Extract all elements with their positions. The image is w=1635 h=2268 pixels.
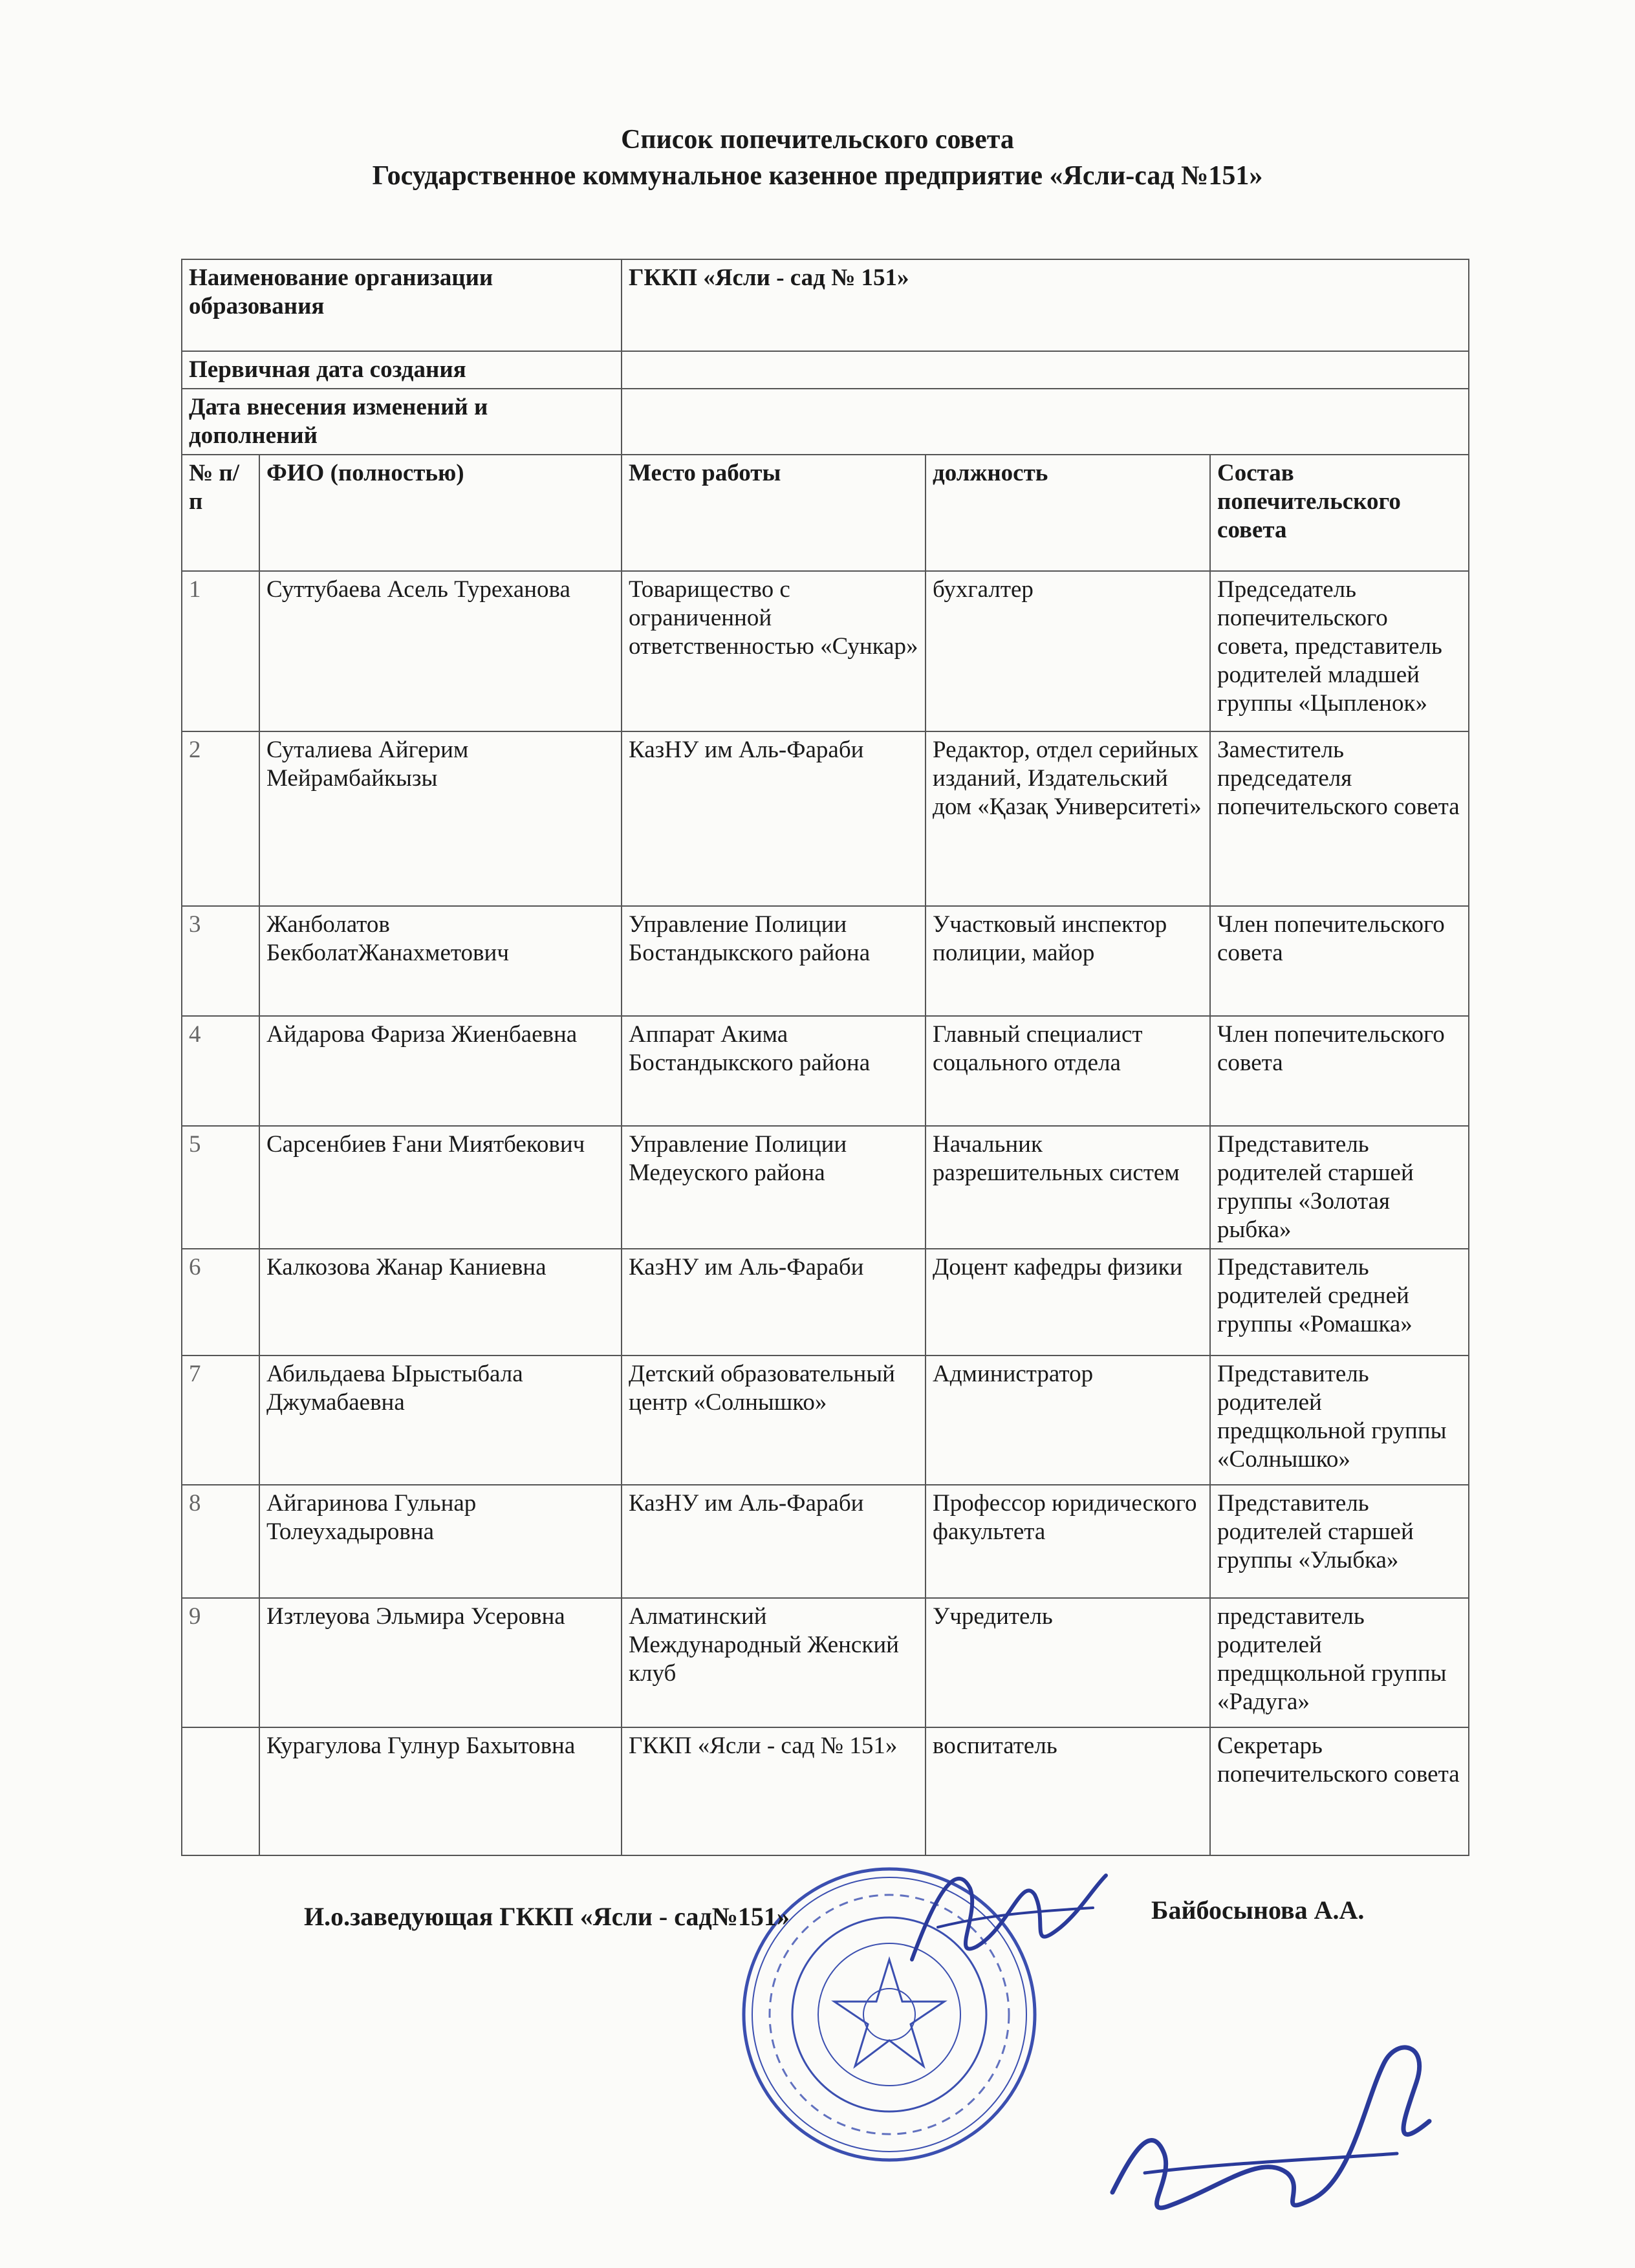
- table-row: [182, 1126, 1469, 1249]
- member-position: Начальник разрешительных систем: [926, 1126, 1210, 1249]
- member-position: бухгалтер: [926, 571, 1210, 731]
- member-role: Представитель родителей старшей группы «Золотая рыбка»: [1210, 1126, 1469, 1249]
- member-position: воспитатель: [926, 1727, 1210, 1855]
- signature-icon: [899, 1850, 1112, 1979]
- table-row: [182, 1727, 1469, 1855]
- member-name: Айдарова Фариза Жиенбаевна: [259, 1016, 622, 1126]
- table-row: [182, 571, 1469, 731]
- org-label: Наименование организации образования: [182, 259, 622, 351]
- org-row: [182, 259, 1469, 351]
- trustee-table: [181, 259, 1469, 1856]
- member-role: Секретарь попечительского совета: [1210, 1727, 1469, 1855]
- changes-row: [182, 389, 1469, 455]
- table-row: [182, 1598, 1469, 1727]
- row-number: [182, 1727, 259, 1855]
- member-role: Член попечительского совета: [1210, 1016, 1469, 1126]
- member-position: Редактор, отдел серийных изданий, Издательский дом «Қазақ Университеті»: [926, 731, 1210, 906]
- member-name: Суттубаева Асель Туреханова: [259, 571, 622, 731]
- member-role: Представитель родителей средней группы «Ромашка»: [1210, 1249, 1469, 1355]
- member-workplace: КазНУ им Аль-Фараби: [622, 731, 926, 906]
- created-row: [182, 351, 1469, 389]
- signer-title: И.о.заведующая ГККП «Ясли - сад№151»: [304, 1902, 790, 1931]
- col-header-position: должность: [926, 455, 1210, 571]
- member-name: Абильдаева Ырыстыбала Джумабаевна: [259, 1355, 622, 1485]
- table-row: [182, 906, 1469, 1016]
- member-name: Курагулова Гулнур Бахытовна: [259, 1727, 622, 1855]
- member-role: Представитель родителей предщкольной группы «Солнышко»: [1210, 1355, 1469, 1485]
- row-number: 3: [182, 906, 259, 1016]
- member-role: Член попечительского совета: [1210, 906, 1469, 1016]
- member-workplace: Детский образовательный центр «Солнышко»: [622, 1355, 926, 1485]
- created-label: Первичная дата создания: [182, 351, 622, 389]
- table-row: [182, 1485, 1469, 1598]
- member-role: Заместитель председателя попечительского совета: [1210, 731, 1469, 906]
- member-name: Айгаринова Гульнар Толеухадыровна: [259, 1485, 622, 1598]
- member-position: Доцент кафедры физики: [926, 1249, 1210, 1355]
- table-row: [182, 1249, 1469, 1355]
- signature-icon: [1093, 2024, 1455, 2238]
- org-value: ГККП «Ясли - сад № 151»: [622, 259, 1469, 351]
- member-position: Участковый инспектор полиции, майор: [926, 906, 1210, 1016]
- row-number: 8: [182, 1485, 259, 1598]
- member-workplace: Алматинский Международный Женский клуб: [622, 1598, 926, 1727]
- member-position: Администратор: [926, 1355, 1210, 1485]
- row-number: 9: [182, 1598, 259, 1727]
- member-name: Калкозова Жанар Каниевна: [259, 1249, 622, 1355]
- member-name: Сарсенбиев Ғани Миятбекович: [259, 1126, 622, 1249]
- changes-label: Дата внесения изменений и дополнений: [182, 389, 622, 455]
- document-title: Список попечительского совета: [621, 125, 1014, 155]
- row-number: 2: [182, 731, 259, 906]
- member-workplace: Аппарат Акима Бостандыкского района: [622, 1016, 926, 1126]
- member-position: Главный специалист соцального отдела: [926, 1016, 1210, 1126]
- member-workplace: Товарищество с ограниченной ответственностью «Сункар»: [622, 571, 926, 731]
- col-header-work: Место работы: [622, 455, 926, 571]
- member-role: представитель родителей предщкольной группы «Радуга»: [1210, 1598, 1469, 1727]
- row-number: 7: [182, 1355, 259, 1485]
- member-rows: [182, 571, 1469, 1855]
- table-row: [182, 731, 1469, 906]
- row-number: 4: [182, 1016, 259, 1126]
- row-number: 5: [182, 1126, 259, 1249]
- column-header-row: [182, 455, 1469, 571]
- col-header-name: ФИО (полностью): [259, 455, 622, 571]
- member-position: Учредитель: [926, 1598, 1210, 1727]
- signer-name: Байбосынова А.А.: [1151, 1895, 1365, 1925]
- member-workplace: Управление Полиции Медеуского района: [622, 1126, 926, 1249]
- member-role: Председатель попечительского совета, представитель родителей младшей группы «Цыпленок»: [1210, 571, 1469, 731]
- member-workplace: Управление Полиции Бостандыкского района: [622, 906, 926, 1016]
- created-value: [622, 351, 1469, 389]
- row-number: 1: [182, 571, 259, 731]
- member-workplace: ГККП «Ясли - сад № 151»: [622, 1727, 926, 1855]
- member-position: Профессор юридического факультета: [926, 1485, 1210, 1598]
- member-workplace: КазНУ им Аль-Фараби: [622, 1485, 926, 1598]
- table-row: [182, 1355, 1469, 1485]
- changes-value: [622, 389, 1469, 455]
- member-name: Изтлеуова Эльмира Усеровна: [259, 1598, 622, 1727]
- member-workplace: КазНУ им Аль-Фараби: [622, 1249, 926, 1355]
- document-subtitle: Государственное коммунальное казенное предприятие «Ясли-сад №151»: [372, 161, 1263, 191]
- member-name: Жанболатов БекболатЖанахметович: [259, 906, 622, 1016]
- col-header-role: Состав попечительского совета: [1210, 455, 1469, 571]
- col-header-num: № п/п: [182, 455, 259, 571]
- table-row: [182, 1016, 1469, 1126]
- row-number: 6: [182, 1249, 259, 1355]
- member-role: Представитель родителей старшей группы «Улыбка»: [1210, 1485, 1469, 1598]
- member-name: Суталиева Айгерим Мейрамбайкызы: [259, 731, 622, 906]
